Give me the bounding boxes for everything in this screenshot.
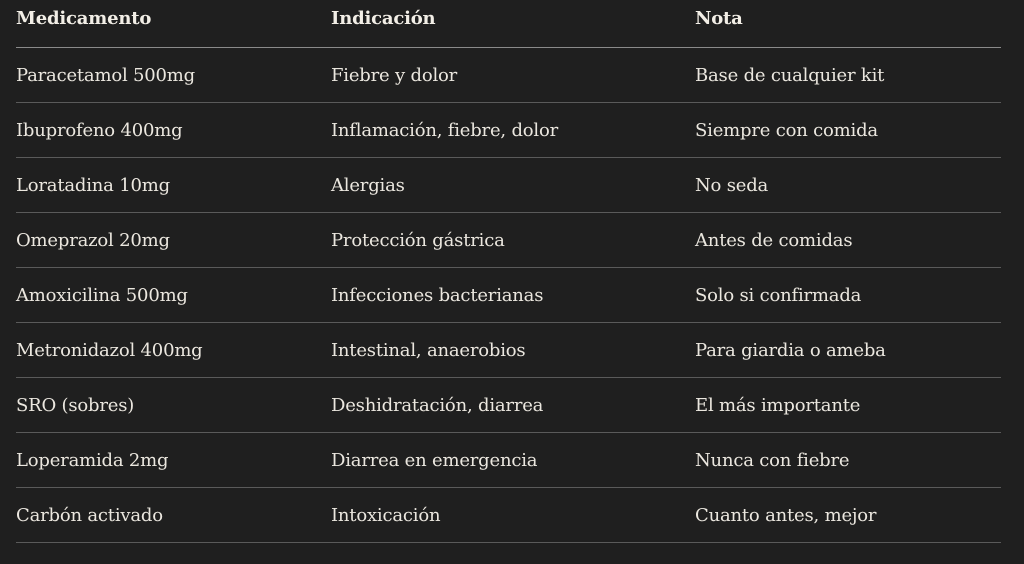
table-row bbox=[16, 378, 1001, 433]
medication-cell: Amoxicilina 500mg bbox=[16, 284, 188, 306]
note-cell: Solo si confirmada bbox=[695, 284, 862, 306]
note-cell: Siempre con comida bbox=[695, 119, 878, 141]
table-row bbox=[16, 213, 1001, 268]
table-row bbox=[16, 268, 1001, 323]
medication-cell: Paracetamol 500mg bbox=[16, 64, 195, 86]
column-header-indicacion: Indicación bbox=[331, 8, 436, 29]
medication-cell: Loperamida 2mg bbox=[16, 449, 169, 471]
medication-cell: SRO (sobres) bbox=[16, 394, 135, 416]
table-row bbox=[16, 488, 1001, 543]
medication-table bbox=[16, 0, 1001, 543]
note-cell: Antes de comidas bbox=[695, 229, 853, 251]
note-cell: No seda bbox=[695, 174, 769, 196]
column-header-nota: Nota bbox=[695, 8, 743, 29]
medication-cell: Carbón activado bbox=[16, 504, 163, 526]
medication-cell: Ibuprofeno 400mg bbox=[16, 119, 183, 141]
medication-cell: Omeprazol 20mg bbox=[16, 229, 170, 251]
column-header-medicamento: Medicamento bbox=[16, 8, 152, 29]
table-row bbox=[16, 48, 1001, 103]
indication-cell: Deshidratación, diarrea bbox=[331, 394, 544, 416]
note-cell: Base de cualquier kit bbox=[695, 64, 885, 86]
indication-cell: Fiebre y dolor bbox=[331, 64, 458, 86]
indication-cell: Intestinal, anaerobios bbox=[331, 339, 526, 361]
indication-cell: Alergias bbox=[331, 174, 405, 196]
note-cell: El más importante bbox=[695, 394, 861, 416]
note-cell: Para giardia o ameba bbox=[695, 339, 886, 361]
indication-cell: Protección gástrica bbox=[331, 229, 505, 251]
medication-cell: Loratadina 10mg bbox=[16, 174, 170, 196]
table-row bbox=[16, 103, 1001, 158]
indication-cell: Intoxicación bbox=[331, 504, 441, 526]
note-cell: Nunca con fiebre bbox=[695, 449, 850, 471]
table-header-row bbox=[16, 0, 1001, 48]
table-row bbox=[16, 433, 1001, 488]
indication-cell: Inflamación, fiebre, dolor bbox=[331, 119, 559, 141]
table-row bbox=[16, 158, 1001, 213]
table-row bbox=[16, 323, 1001, 378]
note-cell: Cuanto antes, mejor bbox=[695, 504, 877, 526]
indication-cell: Diarrea en emergencia bbox=[331, 449, 538, 471]
medication-cell: Metronidazol 400mg bbox=[16, 339, 203, 361]
indication-cell: Infecciones bacterianas bbox=[331, 284, 544, 306]
